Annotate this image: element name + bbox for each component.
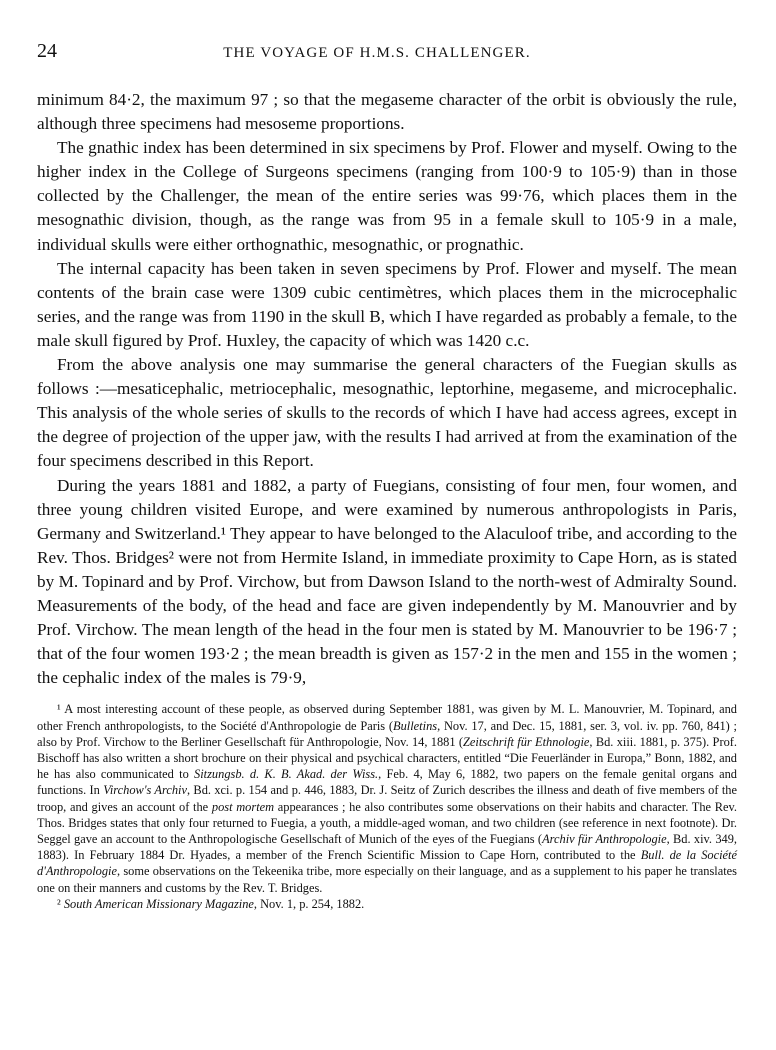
page-number: 24 [37,40,57,62]
footnote-2-text: , Nov. 1, p. 254, 1882. [253,896,365,911]
footnotes [37,701,737,912]
footnote-2 [37,896,737,912]
footnote-1-italic: Archiv für Anthropologie [542,831,667,846]
footnote-1-italic: Sitzungsb. d. K. B. Akad. der Wiss. [194,767,379,782]
footnote-1-italic: Bull. de la Société d'Anthropologie [37,848,737,879]
paragraph-fuegians-visit: During the years 1881 and 1882, a party of Fuegians, consisting of four men, four women, and three young children visited Europe, and were examined by numerous anthropologists in Paris, Germany and Switzerland.¹ They appear to have belonged to the Alaculoof tribe, and according to the Rev. Thos. Bridges² were not from Hermite Island, in immediate proximity to Cape Horn, as is stated by M. Topinard and by Prof. Virchow, but from Dawson Island to the north-west of Admiralty Sound. Measurements of the body, of the head and face are given independently by M. Manouvrier and by Prof. Virchow. The mean length of the head in the four men is stated by M. Manouvrier to be 196·7 ; that of the four women 193·2 ; the mean breadth is given as 157·2 in the men and 155 in the women ; the cephalic index of the males is 79·9, [37,475,737,688]
body-text [37,88,737,690]
footnote-1-text: , Bd. xiv. 349, 1883). In February 1884 Dr. Hyades, a member of the French Scientific Mission to Cape Horn, contributed to the [37,831,737,863]
footnote-1-text: , Bd. xci. p. 154 and p. 446, 1883, Dr. J. Seitz of Zurich describes the illness and death of five members of the troop, and gives an account of the [37,783,737,814]
footnote-2-text: ² [57,896,64,911]
footnote-1-italic: Virchow's Archiv [103,783,187,798]
paragraph-orbit: minimum 84·2, the maximum 97 ; so that the megaseme character of the orbit is obviously the rule, although three specimens had mesoseme proportions. [37,90,737,134]
footnote-1-italic: Bulletins [393,718,438,733]
page [37,40,737,912]
footnote-1-italic: post mortem [211,799,275,814]
footnote-1-text: , some observations on the Tekeenika tribe, more especially on their language, and as a supplement to his paper he translates one on their manners and customs by the Rev. T. Bridges. [37,864,737,895]
footnote-1-italic: Zeitschrift für Ethnologie [463,734,590,749]
footnote-1-text: , Bd. xiii. 1881, p. 375). Prof. Bischoff has also written a short brochure on their physical and psychical characters, entitled “Die Feuerländer in Europa,” Bonn, 1882, and he has also communicated to [37,734,737,782]
running-head: THE VOYAGE OF H.M.S. CHALLENGER. [223,45,531,61]
paragraph-summary: From the above analysis one may summarise the general characters of the Fuegian skulls as follows :—mesaticephalic, metriocephalic, mesognathic, leptorhine, megaseme, and microcephalic. This analysis of the whole series of skulls to the records of which I have had access agrees, except in the degree of projection of the upper jaw, with the results I had arrived at from the examination of the four specimens described in this Report. [37,355,737,471]
footnote-1-text: , Feb. 4, May 6, 1882, two papers on the female genital organs and functions. In [37,767,737,798]
footnote-1-text: , Nov. 17, and Dec. 15, 1881, ser. 3, vol. iv. pp. 760, 841) ; also by Prof. Virchow to the Berliner Gesellschaft für Anthropologie, Nov. 14, 1881 ( [37,718,738,749]
paragraph-internal-capacity: The internal capacity has been taken in seven specimens by Prof. Flower and myself. The mean contents of the brain case were 1309 cubic centimètres, which places them in the microcephalic series, and the range was from 1190 in the skull B, which I have regarded as probably a female, to the male skull figured by Prof. Huxley, the capacity of which was 1420 c.c. [37,258,737,350]
footnote-1 [37,701,737,895]
page-header [37,40,737,66]
footnote-2-italic: South American Missionary Magazine [63,896,254,911]
paragraph-gnathic-index: The gnathic index has been determined in six specimens by Prof. Flower and myself. Owing to the higher index in the College of Surgeons specimens (ranging from 100·9 to 105·9) than in those collected by the Challenger, the mean of the entire series was 99·76, which places them in the mesognathic division, though, as the range was from 95 in a female skull to 105·9 in a male, individual skulls were either orthognathic, mesognathic, or prognathic. [37,138,737,254]
footnote-1-text: appearances ; he also contributes some observations on their habits and character. The Rev. Thos. Bridges states that only four returned to Fuegia, a youth, a middle-aged woman, and two children (see reference in next footnote). Dr. Seggel gave an account to the Anthropologische Gesellschaft of Munich of the eyes of the Fuegians ( [37,799,738,846]
footnote-1-text: ¹ A most interesting account of these people, as observed during September 1881, was given by M. L. Manouvrier, M. Topinard, and other French anthropologists, to the Société d'Anthropologie de Paris ( [37,702,737,733]
